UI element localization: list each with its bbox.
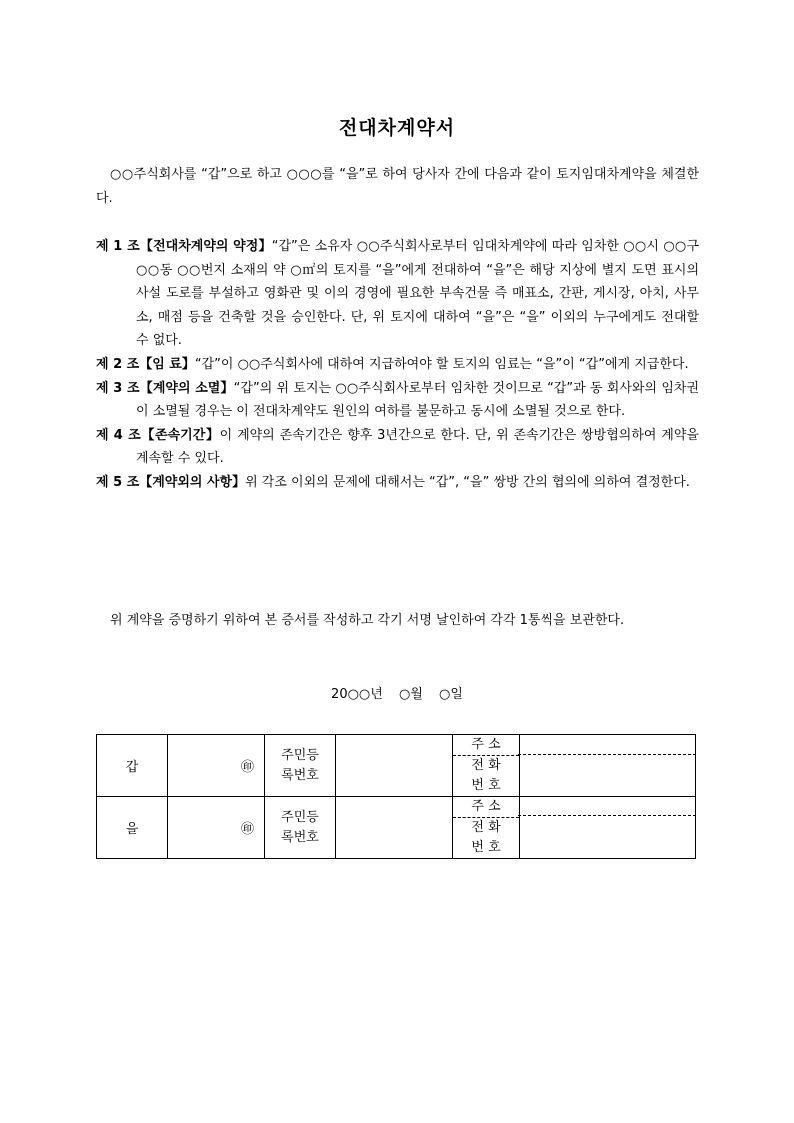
contract-date bbox=[0, 683, 794, 702]
address-phone-value bbox=[520, 797, 696, 859]
date-month: ○월 bbox=[398, 687, 423, 702]
article-label: 제 5 조【계약외의 사항】 bbox=[96, 474, 246, 490]
date-year: 20○○년 bbox=[331, 687, 383, 702]
article-text: 이 계약의 존속기간은 향후 3년간으로 한다. 단, 위 존속기간은 쌍방협의하여 계약을 계속할 수 있다. bbox=[136, 427, 699, 467]
article-3 bbox=[96, 377, 699, 424]
table-row bbox=[97, 735, 696, 797]
article-text: “갑”은 소유자 ○○주식회사로부터 임대차계약에 따라 임차한 ○○시 ○○구 ○○동 ○○번지 소재의 약 ○㎡의 토지를 “을”에게 전대하여 “을”은 해당 지상에 별지 도면 표시의 사설 도로를 부설하고 영화관 및 이의 경영에 필요한 부속건물 즉 매표소, 간판, 게시장, 아치, 사무소, 매점 등을 건축할 것을 승인한다. 단, 위 토지에 대하여 “을”은 “을” 이외의 누구에게도 전대할 수 없다. bbox=[136, 239, 699, 349]
party-label: 갑 bbox=[97, 735, 168, 797]
date-day: ○일 bbox=[439, 687, 463, 702]
address-label: 주 소 bbox=[453, 797, 519, 818]
seal-mark: ㊞ bbox=[168, 735, 265, 797]
address-divider bbox=[518, 754, 696, 755]
article-text: 위 각조 이외의 문제에 대해서는 “갑”, “을” 쌍방 간의 협의에 의하여 결정한다. bbox=[245, 474, 690, 490]
id-number-value bbox=[336, 735, 453, 797]
id-number-value bbox=[336, 797, 453, 859]
address-phone-label: 주 소 전 화 번 호 bbox=[453, 735, 520, 797]
article-text: “갑”의 위 토지는 ○○주식회사로부터 임차한 것이므로 “갑”과 동 회사와의 임차권이 소멸될 경우는 이 전대차계약도 원인의 여하를 불문하고 동시에 소멸될 것으로 한다. bbox=[136, 380, 700, 420]
signature-table bbox=[96, 734, 696, 859]
id-number-label: 주민등 록번호 bbox=[265, 735, 336, 797]
document-title: 전대차계약서 bbox=[338, 117, 456, 139]
address-phone-label: 주 소 전 화 번 호 bbox=[453, 797, 520, 859]
table-row bbox=[97, 797, 696, 859]
article-4 bbox=[96, 424, 699, 471]
id-number-label: 주민등 록번호 bbox=[265, 797, 336, 859]
seal-mark: ㊞ bbox=[168, 797, 265, 859]
address-phone-value bbox=[520, 735, 696, 797]
article-1 bbox=[96, 235, 699, 353]
article-label: 제 2 조【임 료】 bbox=[96, 356, 195, 372]
article-label: 제 3 조【계약의 소멸】 bbox=[96, 380, 234, 396]
party-label: 을 bbox=[97, 797, 168, 859]
article-2 bbox=[96, 353, 699, 377]
address-divider bbox=[518, 815, 696, 816]
article-5 bbox=[96, 471, 699, 495]
phone-label: 전 화 bbox=[471, 758, 501, 773]
phone-label: 전 화 bbox=[471, 820, 501, 835]
article-text: “갑”이 ○○주식회사에 대하여 지급하여야 할 토지의 임료는 “을”이 “갑”에게 지급한다. bbox=[194, 356, 689, 372]
intro-paragraph: ○○주식회사를 “갑”으로 하고 ○○○를 “을”로 하여 당사자 간에 다음과 같이 토지임대차계약을 체결한다. bbox=[96, 167, 699, 206]
address-label: 주 소 bbox=[453, 735, 519, 756]
article-label: 제 4 조【존속기간】 bbox=[96, 427, 220, 443]
closing-paragraph: 위 계약을 증명하기 위하여 본 증서를 작성하고 각기 서명 날인하여 각각 1통씩을 보관한다. bbox=[110, 613, 625, 628]
article-list bbox=[96, 235, 699, 495]
article-label: 제 1 조【전대차계약의 약정】 bbox=[96, 239, 272, 254]
